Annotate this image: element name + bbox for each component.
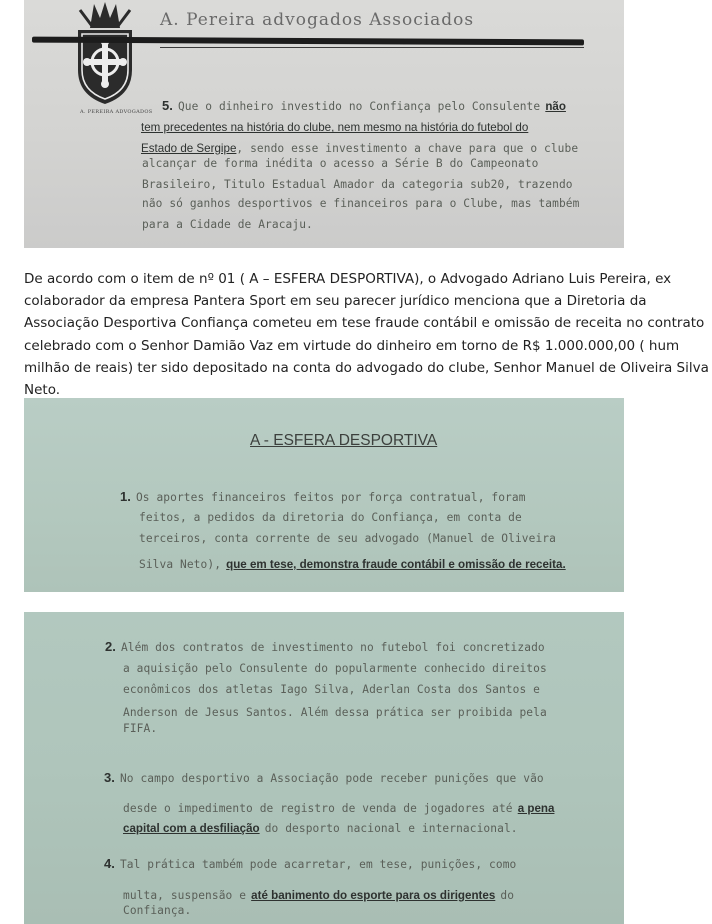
item-2-line-4: Anderson de Jesus Santos. Além dessa prática ser proibida pela xyxy=(123,706,547,719)
underlined-text: Estado de Sergipe xyxy=(141,142,237,155)
item-number: 2. xyxy=(105,639,116,654)
item-text: , sendo esse investimento a chave para que o clube xyxy=(236,142,579,155)
underlined-text: capital com a desfiliação xyxy=(123,822,260,835)
item-text: multa, suspensão e xyxy=(123,889,247,902)
section-heading: A - ESFERA DESPORTIVA xyxy=(250,432,438,449)
item-5-line-3 xyxy=(141,137,578,156)
item-3-line-2 xyxy=(123,797,554,816)
item-1-line-2: feitos, a pedidos da diretoria do Confiança, em conta de xyxy=(139,511,522,524)
item-1-line-4 xyxy=(139,553,566,572)
item-4-line-2 xyxy=(123,884,514,903)
item-5-line-5: Brasileiro, Titulo Estadual Amador da categoria sub20, trazendo xyxy=(142,178,573,191)
law-firm-crest-logo xyxy=(74,0,136,105)
item-3-line-3 xyxy=(123,817,518,836)
item-5-line-2 xyxy=(141,116,528,135)
item-1-line-1 xyxy=(120,486,526,505)
item-5-line-7: para a Cidade de Aracaju. xyxy=(142,218,313,231)
item-text: Os aportes financeiros feitos por força contratual, foram xyxy=(135,491,526,504)
underlined-text: tem precedentes na história do clube, nem mesmo na história do futebol do xyxy=(141,121,529,134)
item-number: 1. xyxy=(120,489,131,504)
item-2-line-2: a aquisição pelo Consulente do popularmente conhecido direitos xyxy=(123,662,547,675)
item-4-line-1 xyxy=(104,853,516,872)
item-number: 3. xyxy=(104,770,115,785)
item-2-line-1 xyxy=(105,636,545,655)
item-text: Que o dinheiro investido no Confiança pelo Consulente xyxy=(177,100,541,113)
item-text: Tal prática também pode acarretar, em tese, punições, como xyxy=(119,858,517,871)
item-2-line-3: econômicos dos atletas Iago Silva, Aderlan Costa dos Santos e xyxy=(123,683,540,696)
item-text: desde o impedimento de registro de venda de jogadores até xyxy=(123,802,513,815)
item-text: do xyxy=(500,889,515,902)
letterhead-thin-rule xyxy=(160,47,584,48)
item-2-line-5: FIFA. xyxy=(123,722,158,735)
item-number: 5. xyxy=(162,98,173,113)
item-text: Além dos contratos de investimento no futebol foi concretizado xyxy=(120,641,545,654)
firm-name: A. Pereira advogados Associados xyxy=(160,10,475,30)
item-number: 4. xyxy=(104,856,115,871)
item-3-line-1 xyxy=(104,767,544,786)
item-5-line-6: não só ganhos desportivos e financeiros para o Clube, mas também xyxy=(142,197,580,210)
item-text: do desporto nacional e internacional. xyxy=(264,822,518,835)
article-paragraph: De acordo com o item de nº 01 ( A – ESFERA DESPORTIVA), o Advogado Adriano Luis Pereira, ex colaborador da empresa Pantera Sport em seu parecer jurídico menciona que a Diretoria da Associação Desportiva Confiança cometeu em tese fraude contábil e omissão de receita no contrato celebrado com o Senhor Damião Vaz em virtude do dinheiro em torno de R$ 1.000.000,00 ( hum milhão de reais) ter sido depositado na conta do advogado do clube, Senhor Manuel de Oliveira Silva Neto. xyxy=(24,271,709,399)
underlined-text: que em tese, demonstra fraude contábil e omissão de receita. xyxy=(226,558,566,571)
item-1-line-3: terceiros, conta corrente de seu advogado (Manuel de Oliveira xyxy=(139,532,556,545)
item-5-line-4: alcançar de forma inédita o acesso a Série B do Campeonato xyxy=(142,157,539,170)
crest-caption: A. PEREIRA ADVOGADOS xyxy=(80,109,153,115)
underlined-text: até banimento do esporte para os dirigentes xyxy=(251,889,496,902)
item-5-line-1 xyxy=(162,95,566,114)
underlined-text: não xyxy=(545,100,566,113)
document-photo-letterhead xyxy=(24,0,624,248)
item-text: Silva Neto), xyxy=(139,558,222,571)
document-photo-esfera-desportiva xyxy=(24,398,624,592)
item-4-line-3: Confiança. xyxy=(123,904,192,917)
item-text: No campo desportivo a Associação pode receber punições que vão xyxy=(119,772,544,785)
underlined-text: a pena xyxy=(517,802,555,815)
document-photo-items xyxy=(24,612,624,924)
